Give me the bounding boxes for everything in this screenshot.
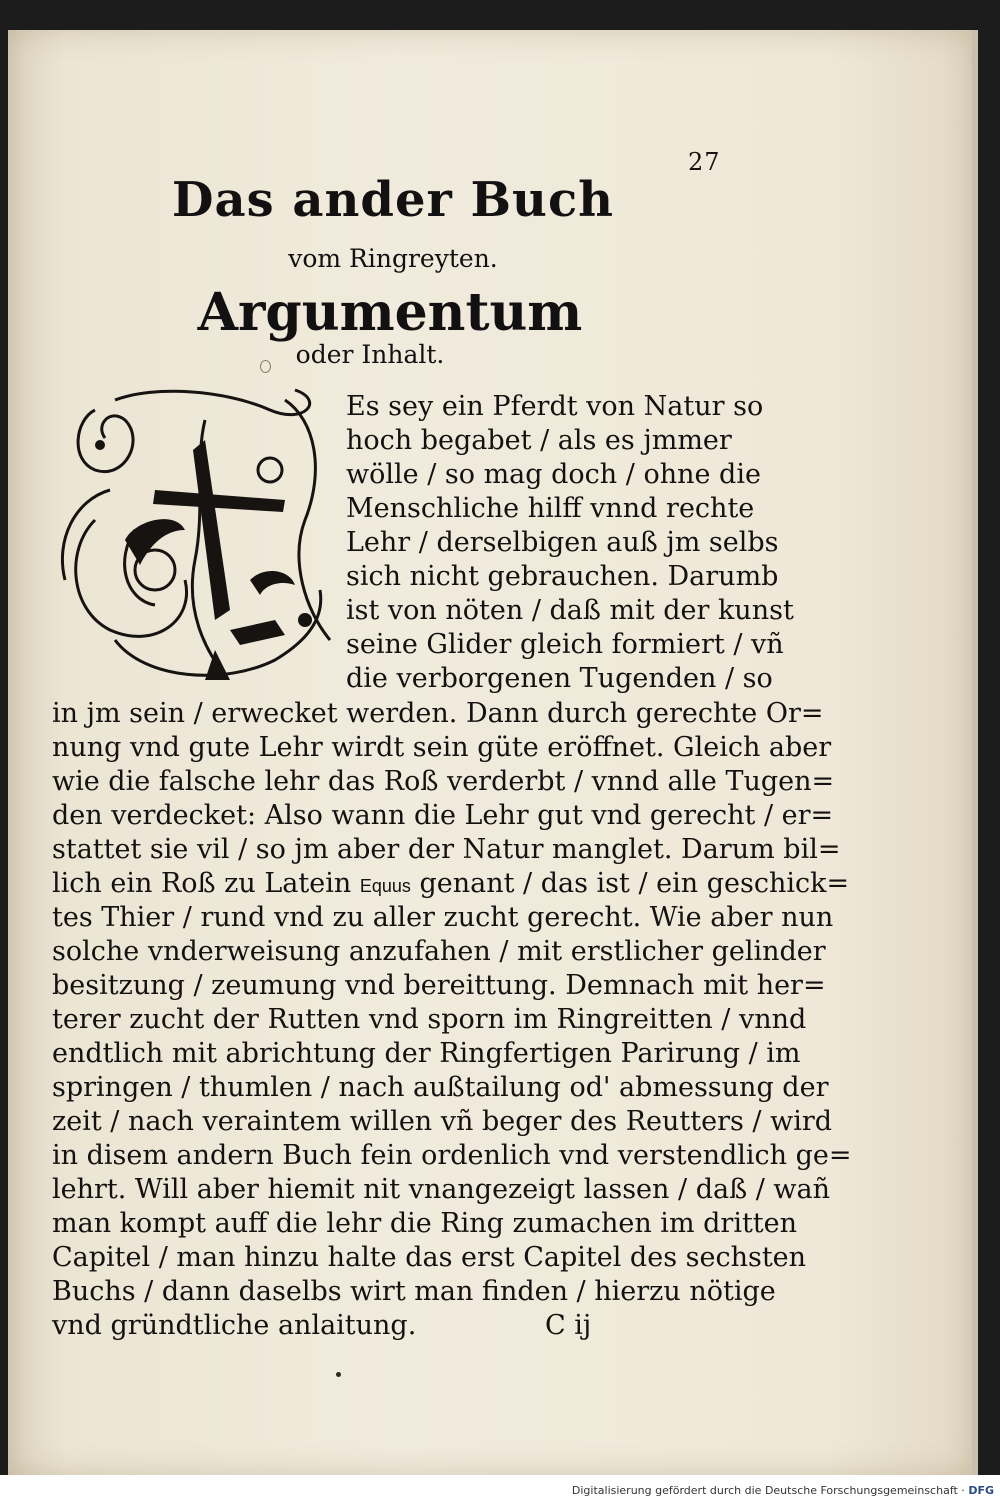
- text-line: ist von nöten / daß mit der kunst: [346, 595, 794, 626]
- text-line: nung vnd gute Lehr wirdt sein güte eröffnet. Gleich aber: [52, 732, 832, 763]
- text-line: stattet sie vil / so jm aber der Natur manglet. Darum bil=: [52, 834, 841, 865]
- decorated-initial-icon: [55, 380, 345, 690]
- text-line: seine Glider gleich formiert / vñ: [346, 629, 784, 660]
- page-edge: [972, 30, 978, 1475]
- page-number: 27: [688, 148, 721, 176]
- argument-subheading: oder Inhalt.: [295, 340, 445, 369]
- text-line: lehrt. Will aber hiemit nit vnangezeigt lassen / daß / wañ: [52, 1174, 830, 1205]
- footer-text: Digitalisierung gefördert durch die Deutsche Forschungsgemeinschaft ·: [571, 1484, 965, 1497]
- text-line: in jm sein / erwecket werden. Dann durch gerechte Or=: [52, 698, 824, 729]
- text-line: die verborgenen Tugenden / so: [346, 663, 773, 694]
- text-line: besitzung / zeumung vnd bereittung. Demnach mit her=: [52, 970, 826, 1001]
- text-line: in disem andern Buch fein ordenlich vnd verstendlich ge=: [52, 1140, 852, 1171]
- text-line: endtlich mit abrichtung der Ringfertigen Parirung / im: [52, 1038, 801, 1069]
- text-line: Menschliche hilff vnnd rechte: [346, 493, 755, 524]
- text-line: terer zucht der Rutten vnd sporn im Ringreitten / vnnd: [52, 1004, 807, 1035]
- text-segment: lich ein Roß zu Latein: [52, 868, 352, 899]
- text-line: Capitel / man hinzu halte das erst Capitel des sechsten: [52, 1242, 807, 1273]
- text-line: sich nicht gebrauchen. Darumb: [346, 561, 779, 592]
- text-line: Buchs / dann daselbs wirt man finden / hierzu nötige: [52, 1276, 776, 1307]
- text-line: hoch begabet / als es jmmer: [346, 425, 732, 456]
- text-segment: genant / das ist / ein geschick=: [419, 868, 850, 899]
- text-line: solche vnderweisung anzufahen / mit erstlicher gelinder: [52, 936, 826, 967]
- text-line: Es sey ein Pferdt von Natur so: [346, 391, 764, 422]
- argument-heading: Argumentum: [197, 282, 583, 343]
- text-line: tes Thier / rund vnd zu aller zucht gerecht. Wie aber nun: [52, 902, 834, 933]
- signature-mark: C ij: [545, 1310, 592, 1341]
- text-line: wölle / so mag doch / ohne die: [346, 459, 761, 490]
- text-line: springen / thumlen / nach außtailung od' abmessung der: [52, 1072, 829, 1103]
- ink-dot: [336, 1372, 341, 1377]
- text-line: zeit / nach veraintem willen vñ beger des Reutters / wird: [52, 1106, 833, 1137]
- text-line: den verdecket: Also wann die Lehr gut vnd gerecht / er=: [52, 800, 834, 831]
- text-line: Lehr / derselbigen auß jm selbs: [346, 527, 779, 558]
- text-line-equus: [52, 867, 849, 903]
- text-line: man kompt auff die lehr die Ring zumachen im dritten: [52, 1208, 798, 1239]
- equus-word: Equus: [359, 876, 411, 896]
- dfg-logo: DFG: [968, 1484, 994, 1497]
- ink-mark: [260, 360, 271, 373]
- text-line: vnd gründtliche anlaitung.: [52, 1310, 417, 1341]
- text-line: wie die falsche lehr das Roß verderbt / vnnd alle Tugen=: [52, 766, 835, 797]
- footer-credit: [0, 1484, 994, 1497]
- chapter-title: Das ander Buch: [171, 172, 615, 228]
- chapter-subtitle: vom Ringreyten.: [288, 244, 498, 273]
